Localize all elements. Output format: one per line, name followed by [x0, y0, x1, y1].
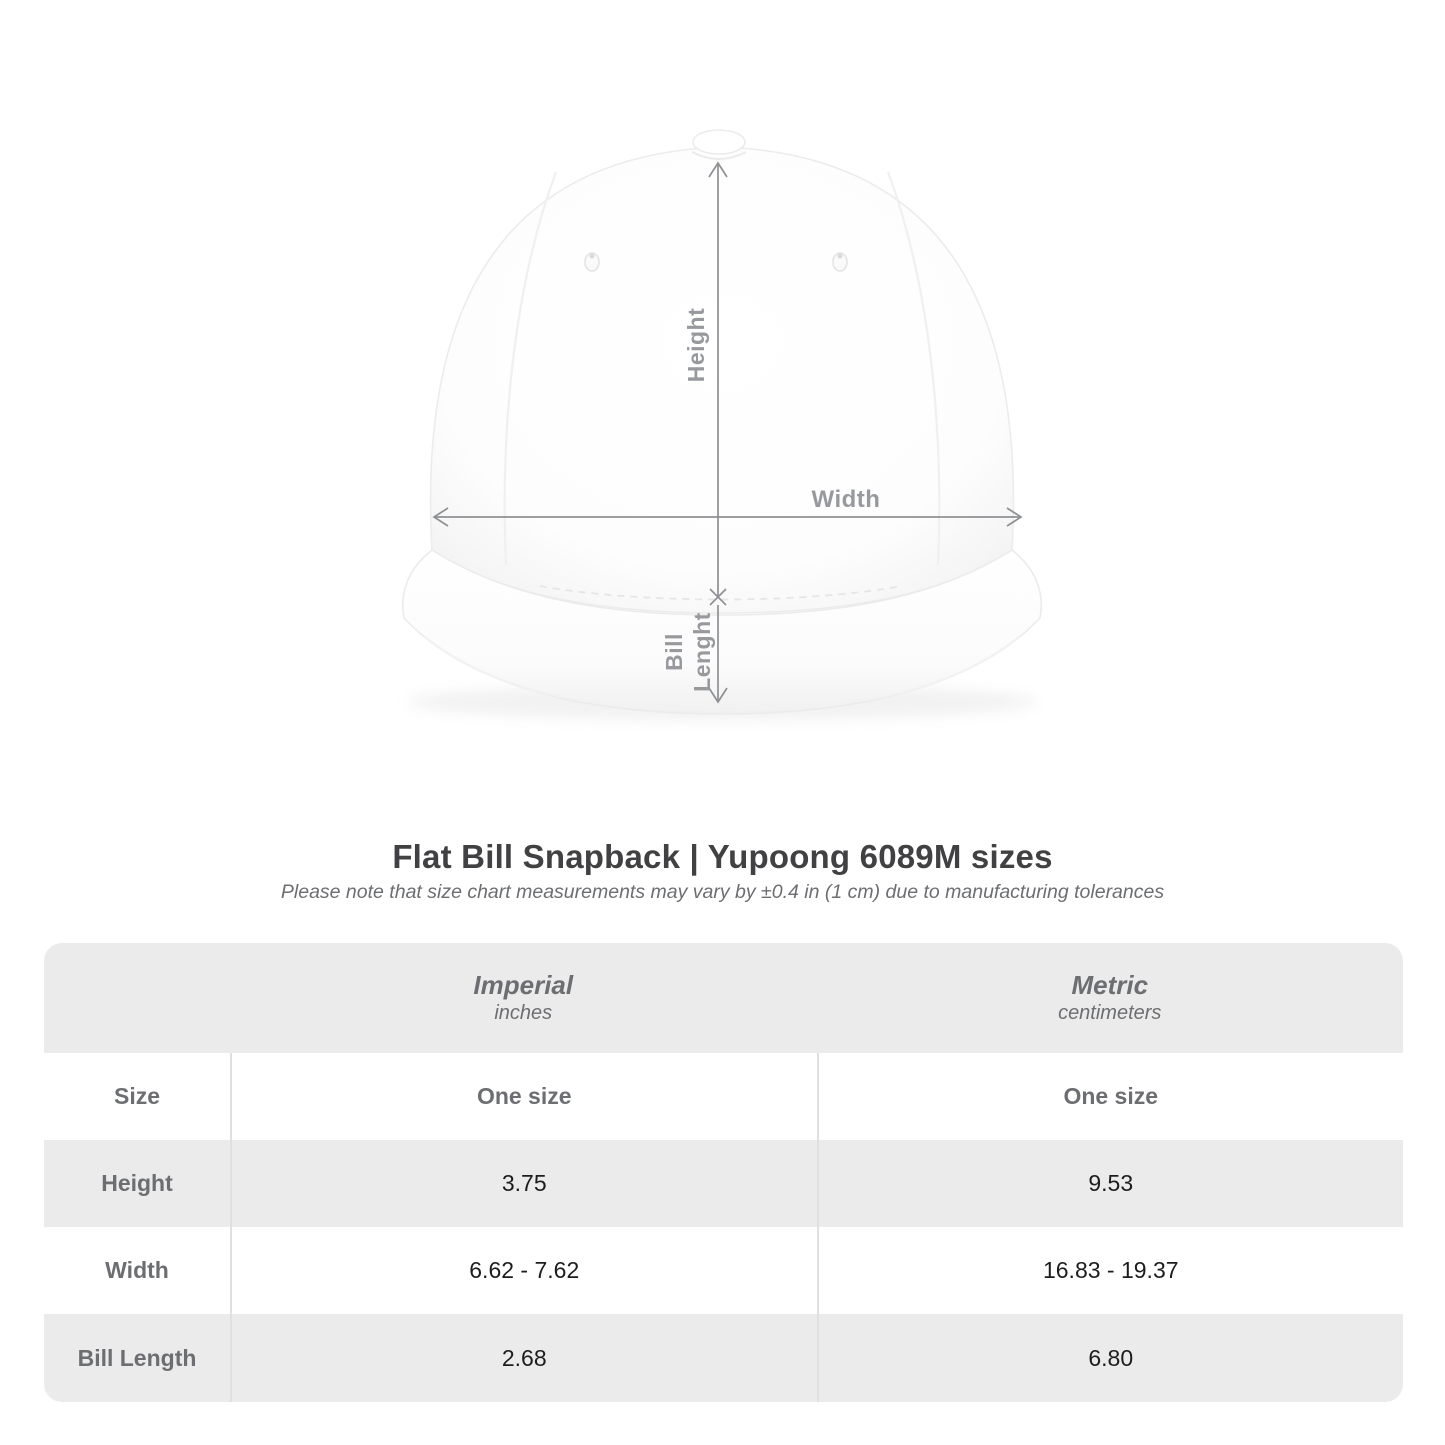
imperial-column-unit: inches — [494, 1002, 553, 1024]
page-subtitle: Please note that size chart measurements may vary by ±0.4 in (1 cm) due to manufacturing tolerances — [280, 881, 1165, 903]
table-row-height — [44, 1140, 1403, 1227]
row-label: Width — [105, 1257, 169, 1283]
size-table — [44, 943, 1403, 1402]
row-label: Height — [101, 1170, 173, 1196]
imperial-column-header — [230, 943, 817, 1053]
metric-column-header — [817, 943, 1404, 1053]
metric-column-label: Metric — [1071, 970, 1149, 1000]
snapback-cap-image — [403, 130, 1042, 720]
metric-value: 16.83 - 19.37 — [817, 1227, 1404, 1314]
metric-value: 6.80 — [817, 1314, 1404, 1402]
table-row-size — [44, 1053, 1403, 1140]
imperial-column-label: Imperial — [473, 970, 574, 1000]
row-label: Bill Length — [77, 1344, 197, 1371]
height-dimension-label: Height — [683, 307, 709, 383]
bill-length-label-line1: Bill — [661, 633, 687, 671]
width-dimension-label: Width — [811, 486, 881, 513]
header-spacer-cell — [44, 943, 230, 1053]
metric-column-unit: centimeters — [1058, 1002, 1162, 1024]
imperial-value: One size — [230, 1053, 817, 1140]
page-title: Flat Bill Snapback | Yupoong 6089M sizes — [392, 838, 1053, 875]
imperial-value: 6.62 - 7.62 — [230, 1227, 817, 1314]
table-row-width — [44, 1227, 1403, 1314]
metric-value: One size — [817, 1053, 1404, 1140]
title-block — [0, 838, 1445, 904]
metric-value: 9.53 — [817, 1140, 1404, 1227]
row-label: Size — [113, 1083, 161, 1109]
imperial-value: 2.68 — [230, 1314, 817, 1402]
bill-length-label-line2: Lenght — [689, 612, 715, 692]
imperial-value: 3.75 — [230, 1140, 817, 1227]
table-header — [44, 943, 1403, 1053]
table-row-bill-length — [44, 1314, 1403, 1402]
